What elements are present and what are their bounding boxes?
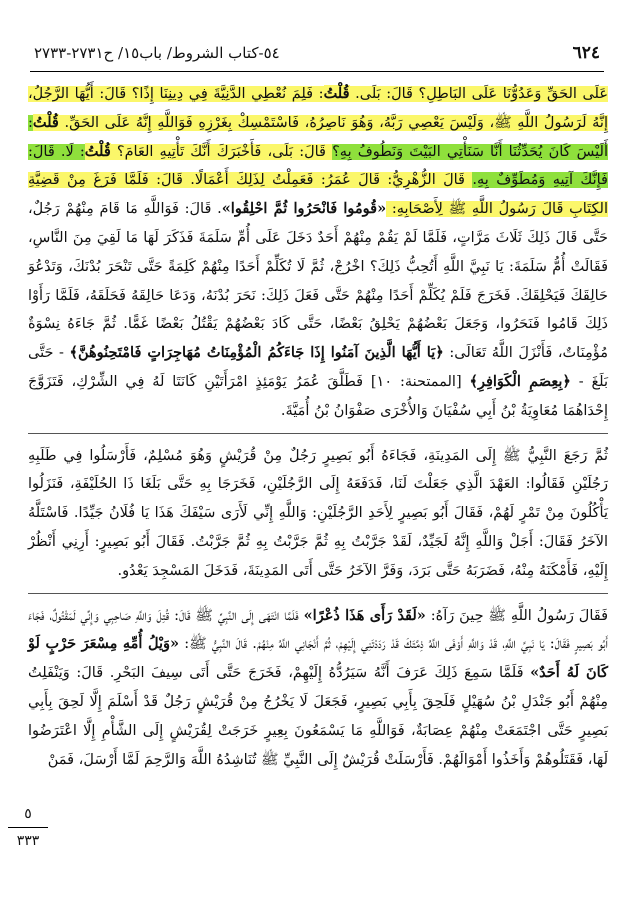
highlighted-text: : فَلِمَ نُعْطِي الدَّنِيَّةَ فِي دِينِنَا إِذًا؟ قَالَ: أَيُّهَا الرَّجُلُ، إِنَّهُ لَرَسُولُ اللَّهِ ﷺ، وَلَيْسَ يَعْصِي رَبَّهُ، وَهُوَ نَاصِرُهُ، فَاسْتَمْسِكْ بِغَرْزِهِ فَوَاللَّهِ إِنَّهُ عَلَى الحَقِّ. [28, 86, 608, 131]
section-divider [28, 593, 608, 595]
highlighted-text: قُلْتُ [323, 85, 350, 102]
text-segment: فَلَمَّا سَمِعَ ذَلِكَ عَرَفَ أَنَّهُ سَيَرُدُّهُ إِلَيْهِمْ، فَخَرَجَ حَتَّى أَتَى سِيفَ البَحْرِ. قَالَ: وَيَنْفَلِتُ مِنْهُمْ أَبُو جَنْدَلِ بْنُ سُهَيْلٍ فَلَحِقَ بِأَبِي بَصِيرٍ، فَجَعَلَ لَا يَخْرُجُ مِنْ قُرَيْشٍ رَجُلٌ قَدْ أَسْلَمَ إِلَّا لَحِقَ بِأَبِي بَصِيرٍ حَتَّى اجْتَمَعَتْ مِنْهُمْ عِصَابَةٌ، فَوَاللَّهِ مَا يَسْمَعُونَ بِعِيرٍ خَرَجَتْ لِقُرَيْشٍ إِلَى الشَّأْمِ إِلَّا اعْتَرَضُوا لَهَا، فَقَتَلُوهُمْ وَأَخَذُوا أَمْوَالَهُمْ. فَأَرْسَلَتْ قُرَيْشٌ إِلَى النَّبِيِّ ﷺ تُنَاشِدُهُ اللَّهَ وَالرَّحِمَ لَمَّا أَرْسَلَ، فَمَنْ [28, 665, 608, 768]
quoted-text: ﴿بِعِصَمِ الْكَوَافِرِ﴾ [469, 372, 571, 390]
highlighted-text: عَلَى الحَقِّ وَعَدُوُّنَا عَلَى البَاطِلِ؟ قَالَ: بَلَى. [349, 86, 608, 102]
running-title: ٥٤-كتاب الشروط/ باب١٥/ ح٢٧٣١-٢٧٣٣ [34, 44, 280, 62]
quoted-text: ﴿يَا أَيُّهَا الَّذِينَ آمَنُوا إِذَا جَاءَكُمُ الْمُؤْمِنَاتُ مُهَاجِرَاتٍ فَامْتَحِنُوهُنَّ﴾ [69, 344, 444, 362]
text-segment: . قَالَ: فَوَاللَّهِ مَا قَامَ مِنْهُمْ رَجُلٌ، حَتَّى قَالَ ذَلِكَ ثَلَاثَ مَرَّاتٍ، فَلَمَّا لَمْ يَقُمْ مِنْهُمْ أَحَدٌ دَخَلَ عَلَى أُمِّ سَلَمَةَ فَذَكَرَ لَهَا مَا لَقِيَ مِنَ النَّاسِ، فَقَالَتْ أُمُّ سَلَمَةَ: يَا نَبِيَّ اللَّهِ أَتُحِبُّ ذَلِكَ؟ اخْرُجْ، ثُمَّ لَا تُكَلِّمْ أَحَدًا مِنْهُمْ كَلِمَةً حَتَّى تَنْحَرَ بُدْنَكَ، وَتَدْعُوَ حَالِقَكَ فَيَحْلِقَكَ. فَخَرَجَ فَلَمْ يُكَلِّمْ أَحَدًا مِنْهُمْ حَتَّى فَعَلَ ذَلِكَ: نَحَرَ بُدْنَهُ، وَدَعَا حَالِقَهُ فَحَلَقَهُ، فَلَمَّا رَأَوْا ذَلِكَ قَامُوا فَنَحَرُوا، وَجَعَلَ بَعْضُهُمْ يَحْلِقُ بَعْضًا، حَتَّى كَادَ بَعْضُهُمْ يَقْتُلُ بَعْضًا غَمًّا. ثُمَّ جَاءَهُ نِسْوَةٌ مُؤْمِنَاتٌ، فَأَنْزَلَ اللَّهُ تَعَالَى: [28, 201, 608, 362]
highlighted-text: قَالَ: بَلَى، فَأَخْبَرَكَ أَنَّكَ تَأْتِيهِ العَامَ؟ [110, 143, 333, 160]
text-segment: ثُمَّ رَجَعَ النَّبِيُّ ﷺ إِلَى المَدِينَةِ، فَجَاءَهُ أَبُو بَصِيرٍ رَجُلٌ مِنْ قُرَيْشٍ وَهُوَ مُسْلِمٌ، فَأَرْسَلُوا فِي طَلَبِهِ رَجُلَيْنِ فَقَالُوا: العَهْدَ الَّذِي جَعَلْتَ لَنَا، فَدَفَعَهُ إِلَى الرَّجُلَيْنِ، فَخَرَجَا بِهِ حَتَّى بَلَغَا ذَا الحُلَيْفَةِ، فَنَزَلُوا يَأْكُلُونَ مِنْ تَمْرٍ لَهُمْ، فَقَالَ أَبُو بَصِيرٍ لِأَحَدِ الرَّجُلَيْنِ: وَاللَّهِ إِنِّي لَأَرَى سَيْفَكَ هَذَا يَا فُلَانُ جَيِّدًا. فَاسْتَلَّهُ الآخَرُ فَقَالَ: أَجَلْ وَاللَّهِ إِنَّهُ لَجَيِّدٌ، لَقَدْ جَرَّبْتُ بِهِ ثُمَّ جَرَّبْتُ بِهِ ثُمَّ جَرَّبْتُ. فَقَالَ أَبُو بَصِيرٍ: أَرِنِي أَنْظُرْ إِلَيْهِ، فَأَمْكَنَهُ مِنْهُ، فَضَرَبَهُ حَتَّى بَرَدَ، وَفَرَّ الآخَرُ حَتَّى أَتَى المَدِينَةَ، فَدَخَلَ المَسْجِدَ يَعْدُو. [28, 447, 608, 579]
highlighted-text: قُلْتُ [32, 113, 59, 131]
highlighted-text: قُلْتُ [84, 142, 111, 160]
text-segment: - حَتَّى بَلَغَ - [28, 345, 609, 390]
text-body [28, 80, 608, 774]
running-header [34, 40, 600, 66]
text-segment: فَقَالَ رَسُولُ اللَّهِ ﷺ حِينَ رَآهُ: [425, 607, 609, 624]
highlighted-text: قَالَ: فَلَمَّا فَرَغَ مِنْ قَضِيَّةِ الكِتَابِ قَالَ رَسُولُ اللَّهِ ﷺ لِأَصْحَابِهِ: [28, 172, 608, 218]
text-segment: [الممتحنة: ١٠] فَطَلَّقَ عُمَرُ يَوْمَئِذٍ امْرَأَتَيْنِ كَانَتَا لَهُ فِي الشِّرْكِ، فَتَزَوَّجَ إِحْدَاهُمَا مُعَاوِيَةُ بْنُ أَبِي سُفْيَانَ وَالأُخْرَى صَفْوَانُ بْنُ أُمَيَّةَ. [28, 373, 608, 419]
green-highlighted-text: : أَلَيْسَ كَانَ يُحَدِّثُنَا أَنَّا سَنَأْتِي البَيْتَ وَنَطُوفُ بِهِ؟ [28, 114, 608, 160]
header-rule [30, 71, 604, 72]
quoted-text: «وَيْلُ أُمِّهِ مِسْعَرَ حَرْبٍ لَوْ كَانَ لَهُ أَحَدٌ» [28, 635, 608, 682]
section-divider [28, 433, 608, 435]
paragraph-2 [28, 442, 608, 586]
margin-number-top: ٥ [24, 806, 32, 822]
highlighted-text: قَالَ الزُّهْرِيُّ: قَالَ عُمَرُ: فَعَمِلْتُ لِذَلِكَ أَعْمَالًا. [190, 172, 473, 189]
text-segment: فَلَمَّا انْتَهَى إِلَى النَّبِيِّ ﷺ قَالَ: قُتِلَ وَاللَّهِ صَاحِبِي وَإِنِّي لَمَقْتُولٌ، فَجَاءَ أَبُو بَصِيرٍ فَقَالَ: يَا نَبِيَّ اللَّهِ، قَدْ وَاللَّهِ أَوْفَى اللَّهُ ذِمَّتَكَ قَدْ رَدَدْتَنِي إِلَيْهِمْ، ثُمَّ أَنْجَانِي اللَّهُ مِنْهُمْ. قَالَ النَّبِيُّ ﷺ: [28, 607, 608, 653]
quoted-text: «لَقَدْ رَأَى هَذَا ذُعْرًا» [303, 606, 426, 624]
page-number: ٦٢٤ [572, 43, 600, 63]
green-highlighted-text: : لَا. قَالَ: فَإِنَّكَ آتِيهِ وَمُطَوِّفٌ بِهِ. [28, 143, 608, 189]
paragraph-1 [28, 80, 608, 426]
margin-numbers [8, 803, 48, 852]
paragraph-3 [28, 602, 608, 775]
quoted-text: «قُومُوا فَانْحَرُوا ثُمَّ احْلِقُوا» [221, 200, 387, 218]
margin-number-bottom: ٣٣٣ [8, 827, 48, 852]
